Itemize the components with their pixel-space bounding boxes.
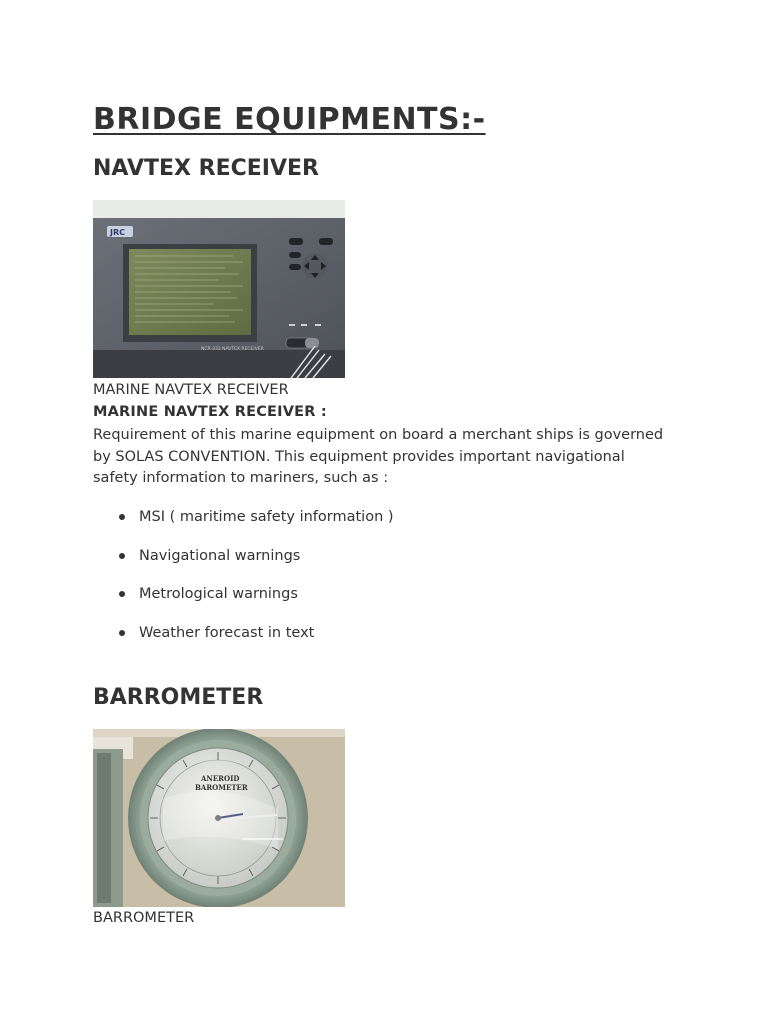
barometer-image <box>93 729 345 907</box>
list-item: Navigational warnings <box>93 545 394 584</box>
dial-label-line1: ANEROID <box>201 774 240 783</box>
bullet-icon <box>119 553 125 559</box>
navtex-receiver-image <box>93 200 345 378</box>
navtex-heading: NAVTEX RECEIVER <box>93 156 319 181</box>
bullet-icon <box>119 514 125 520</box>
dial-label-line2: BAROMETER <box>195 783 248 792</box>
bullet-icon <box>119 591 125 597</box>
list-item: Metrological warnings <box>93 583 394 622</box>
navtex-bullet-list <box>93 506 394 661</box>
barometer-heading: BARROMETER <box>93 685 264 710</box>
list-item: Weather forecast in text <box>93 622 394 661</box>
barometer-image-caption: BARROMETER <box>93 910 195 926</box>
list-item: MSI ( maritime safety information ) <box>93 506 394 545</box>
bullet-icon <box>119 630 125 636</box>
navtex-subheading: MARINE NAVTEX RECEIVER : <box>93 404 327 420</box>
page-title: BRIDGE EQUIPMENTS:- <box>93 102 486 137</box>
navtex-image-caption: MARINE NAVTEX RECEIVER <box>93 382 289 398</box>
brand-logo: JRC <box>110 228 126 237</box>
navtex-paragraph: Requirement of this marine equipment on board a merchant ships is governed by SOLAS CONVENTION. This equipment provides important navigational safety information to mariners, such as : <box>93 427 664 486</box>
model-label: NCR-333 NAVTEX RECEIVER <box>201 347 264 352</box>
